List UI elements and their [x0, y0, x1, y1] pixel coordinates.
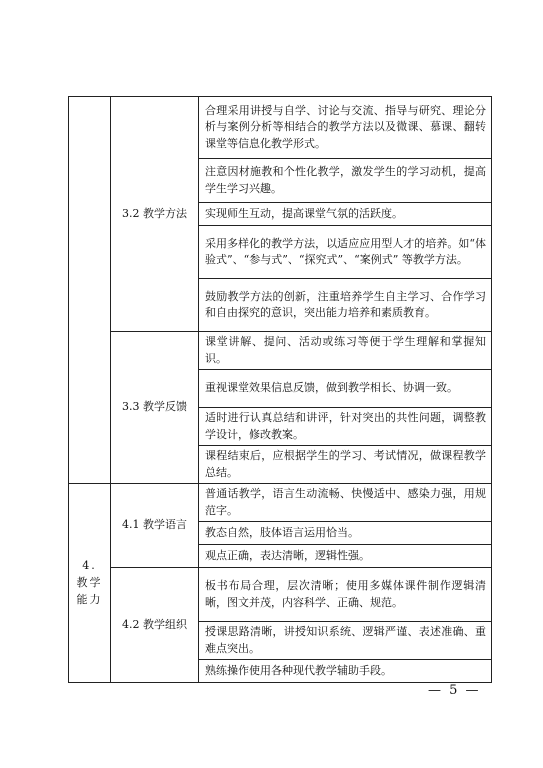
- criterion-3-3-1: 课堂讲解、提问、活动或练习等便于学生理解和掌握知识。: [199, 332, 492, 370]
- criterion-4-2-2: 授课思路清晰，讲授知识系统、逻辑严谨、表述准确、重难点突出。: [199, 622, 492, 660]
- subcategory-4-2: 4.2 教学组织: [111, 568, 199, 683]
- criterion-4-1-3: 观点正确，表达清晰，逻辑性强。: [199, 545, 492, 568]
- table-row: [69, 484, 492, 522]
- category-4-label: 4. 教学能力: [76, 559, 103, 607]
- category-cell-4: [69, 484, 111, 683]
- table-row: [69, 568, 492, 622]
- subcategory-3-3: 3.3 教学反馈: [111, 332, 199, 484]
- table-row: [69, 97, 492, 159]
- criterion-3-2-5: 鼓励教学方法的创新，注重培养学生自主学习、合作学习和自由探究的意识，突出能力培养和素质教育。: [199, 279, 492, 332]
- criterion-3-2-4: 采用多样化的教学方法，以适应应用型人才的培养。如“体验式”、“参与式”、“探究式”、“案例式” 等教学方法。: [199, 226, 492, 279]
- criterion-4-1-2: 教态自然，肢体语言运用恰当。: [199, 522, 492, 545]
- page-number: — 5 —: [428, 683, 481, 698]
- criterion-4-2-3: 熟练操作使用各种现代教学辅助手段。: [199, 660, 492, 683]
- criterion-3-3-4: 课程结束后，应根据学生的学习、考试情况，做课程教学总结。: [199, 446, 492, 484]
- criterion-3-2-1: 合理采用讲授与自学、讨论与交流、指导与研究、理论分析与案例分析等相结合的教学方法以及微课、慕课、翻转课堂等信息化教学形式。: [199, 97, 492, 159]
- criterion-3-3-3: 适时进行认真总结和讲评，针对突出的共性问题，调整教学设计，修改教案。: [199, 408, 492, 446]
- subcategory-4-1: 4.1 教学语言: [111, 484, 199, 568]
- category-cell-3: [69, 97, 111, 484]
- criterion-3-3-2: 重视课堂效果信息反馈，做到教学相长、协调一致。: [199, 370, 492, 408]
- evaluation-table: [68, 96, 492, 683]
- criterion-4-1-1: 普通话教学，语言生动流畅、快慢适中、感染力强，用规范字。: [199, 484, 492, 522]
- subcategory-3-2: 3.2 教学方法: [111, 97, 199, 332]
- criterion-4-2-1: 板书布局合理，层次清晰；使用多媒体课件制作逻辑清晰，图文并茂，内容科学、正确、规范。: [199, 568, 492, 622]
- table-row: [69, 332, 492, 370]
- criterion-3-2-2: 注意因材施教和个性化教学，激发学生的学习动机，提高学生学习兴趣。: [199, 159, 492, 203]
- criterion-3-2-3: 实现师生互动，提高课堂气氛的活跃度。: [199, 203, 492, 226]
